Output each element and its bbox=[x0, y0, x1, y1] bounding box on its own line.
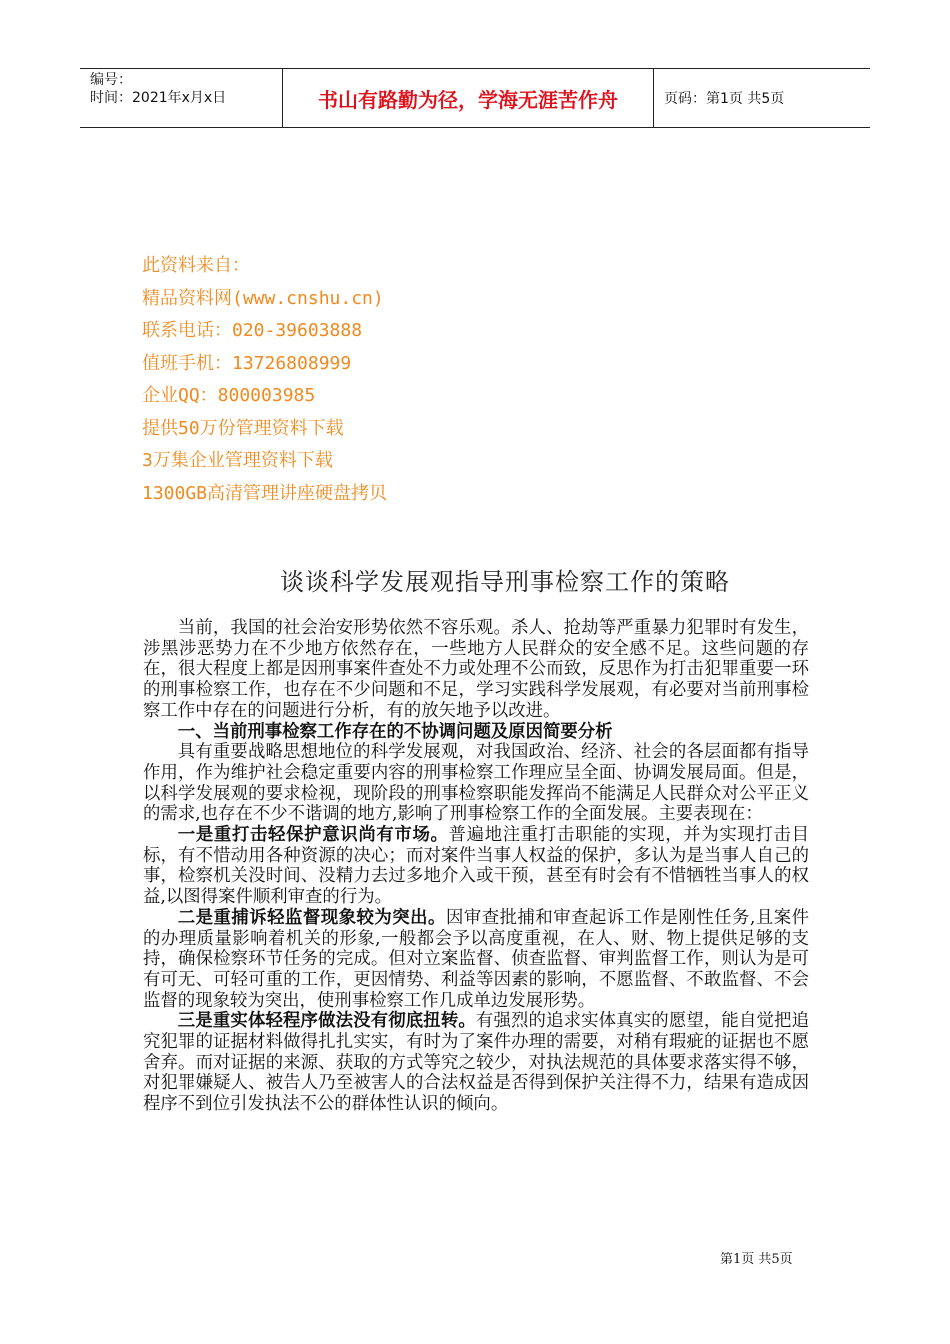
paragraph-text: 因审查批捕和审查起诉工作是刚性任务,且案件的办理质量影响着机关的形象,一般都会予以高度重视，在人、财、物上提供足够的支持，确保检察环节任务的完成。但对立案监督、侦查监督、审判监督工作，则认为是可有可无、可轻可重的工作，更因情势、利益等因素的影响，不愿监督、不敢监督、不会监督的现象较为突出，使刑事检察工作几成单边发展形势。 bbox=[143, 907, 809, 1011]
document-time: 时间：2021年x月x日 bbox=[90, 90, 227, 106]
promo-line: 值班手机：13726808999 bbox=[142, 352, 352, 374]
paragraph-lead: 三是重实体轻程序做法没有彻底扭转。 bbox=[177, 1011, 476, 1032]
paragraph bbox=[143, 1011, 809, 1115]
paragraph-text: 普遍地注重打击职能的实现，并为实现打击目标，有不惜动用各种资源的决心；而对案件当事人权益的保护，多认为是当事人自己的事，检察机关没时间、没精力去过多地介入或干预，甚至有时会有不惜牺牲当事人的权益,以图得案件顺利审查的行为。 bbox=[143, 825, 809, 908]
promo-line: 精品资料网(www.cnshu.cn) bbox=[142, 287, 384, 309]
promo-block bbox=[142, 250, 387, 510]
page-footer: 第1页 共5页 bbox=[720, 1252, 793, 1267]
paragraph-lead: 二是重捕诉轻监督现象较为突出。 bbox=[177, 907, 446, 928]
promo-line: 此资料来自： bbox=[142, 255, 250, 276]
page-header bbox=[80, 68, 870, 128]
promo-line: 1300GB高清管理讲座硬盘拷贝 bbox=[142, 482, 388, 504]
paragraph bbox=[143, 618, 809, 722]
paragraph-text: 具有重要战略思想地位的科学发展观，对我国政治、经济、社会的各层面都有指导作用，作为维护社会稳定重要内容的刑事检察工作理应呈全面、协调发展局面。但是，以科学发展观的要求检视，现阶段的刑事检察职能发挥尚不能满足人民群众对公平正义的需求,也存在不少不谐调的地方,影响了刑事检察工作的全面发展。主要表现在： bbox=[143, 742, 809, 825]
document-body bbox=[143, 618, 809, 1115]
paragraph bbox=[143, 742, 809, 825]
paragraph-lead: 一、当前刑事检察工作存在的不协调问题及原因简要分析 bbox=[177, 721, 613, 742]
paragraph-text: 当前，我国的社会治安形势依然不容乐观。杀人、抢劫等严重暴力犯罪时有发生，涉黑涉恶势力在不少地方依然存在，一些地方人民群众的安全感不足。这些问题的存在，很大程度上都是因刑事案件查处不力或处理不公而致，反思作为打击犯罪重要一环的刑事检察工作，也存在不少问题和不足，学习实践科学发展观，有必要对当前刑事检察工作中存在的问题进行分析，有的放矢地予以改进。 bbox=[143, 618, 809, 721]
paragraph bbox=[143, 908, 809, 1012]
paragraph bbox=[143, 825, 809, 908]
document-number: 编号： bbox=[90, 72, 132, 88]
paragraph-lead: 一是重打击轻保护意识尚有市场。 bbox=[177, 825, 449, 846]
promo-line: 3万集企业管理资料下载 bbox=[142, 450, 333, 471]
promo-line: 提供50万份管理资料下载 bbox=[142, 417, 344, 439]
header-motto: 书山有路勤为径，学海无涯苦作舟 bbox=[282, 69, 654, 127]
document-title: 谈谈科学发展观指导刑事检察工作的策略 bbox=[280, 568, 730, 596]
section-heading bbox=[143, 722, 809, 743]
paragraph-text: 有强烈的追求实体真实的愿望，能自觉把追究犯罪的证据材料做得扎扎实实，有时为了案件办理的需要，对稍有瑕疵的证据也不愿舍弃。而对证据的来源、获取的方式等究之较少，对执法规范的具体要求落实得不够，对犯罪嫌疑人、被告人乃至被害人的合法权益是否得到保护关注得不力，结果有造成因程序不到位引发执法不公的群体性认识的倾向。 bbox=[143, 1011, 809, 1115]
header-meta bbox=[80, 69, 282, 127]
header-page-number: 页码：第1页 共5页 bbox=[664, 91, 785, 107]
promo-line: 联系电话：020-39603888 bbox=[142, 320, 363, 341]
promo-line: 企业QQ：800003985 bbox=[142, 385, 316, 406]
document-title-row bbox=[0, 562, 950, 597]
